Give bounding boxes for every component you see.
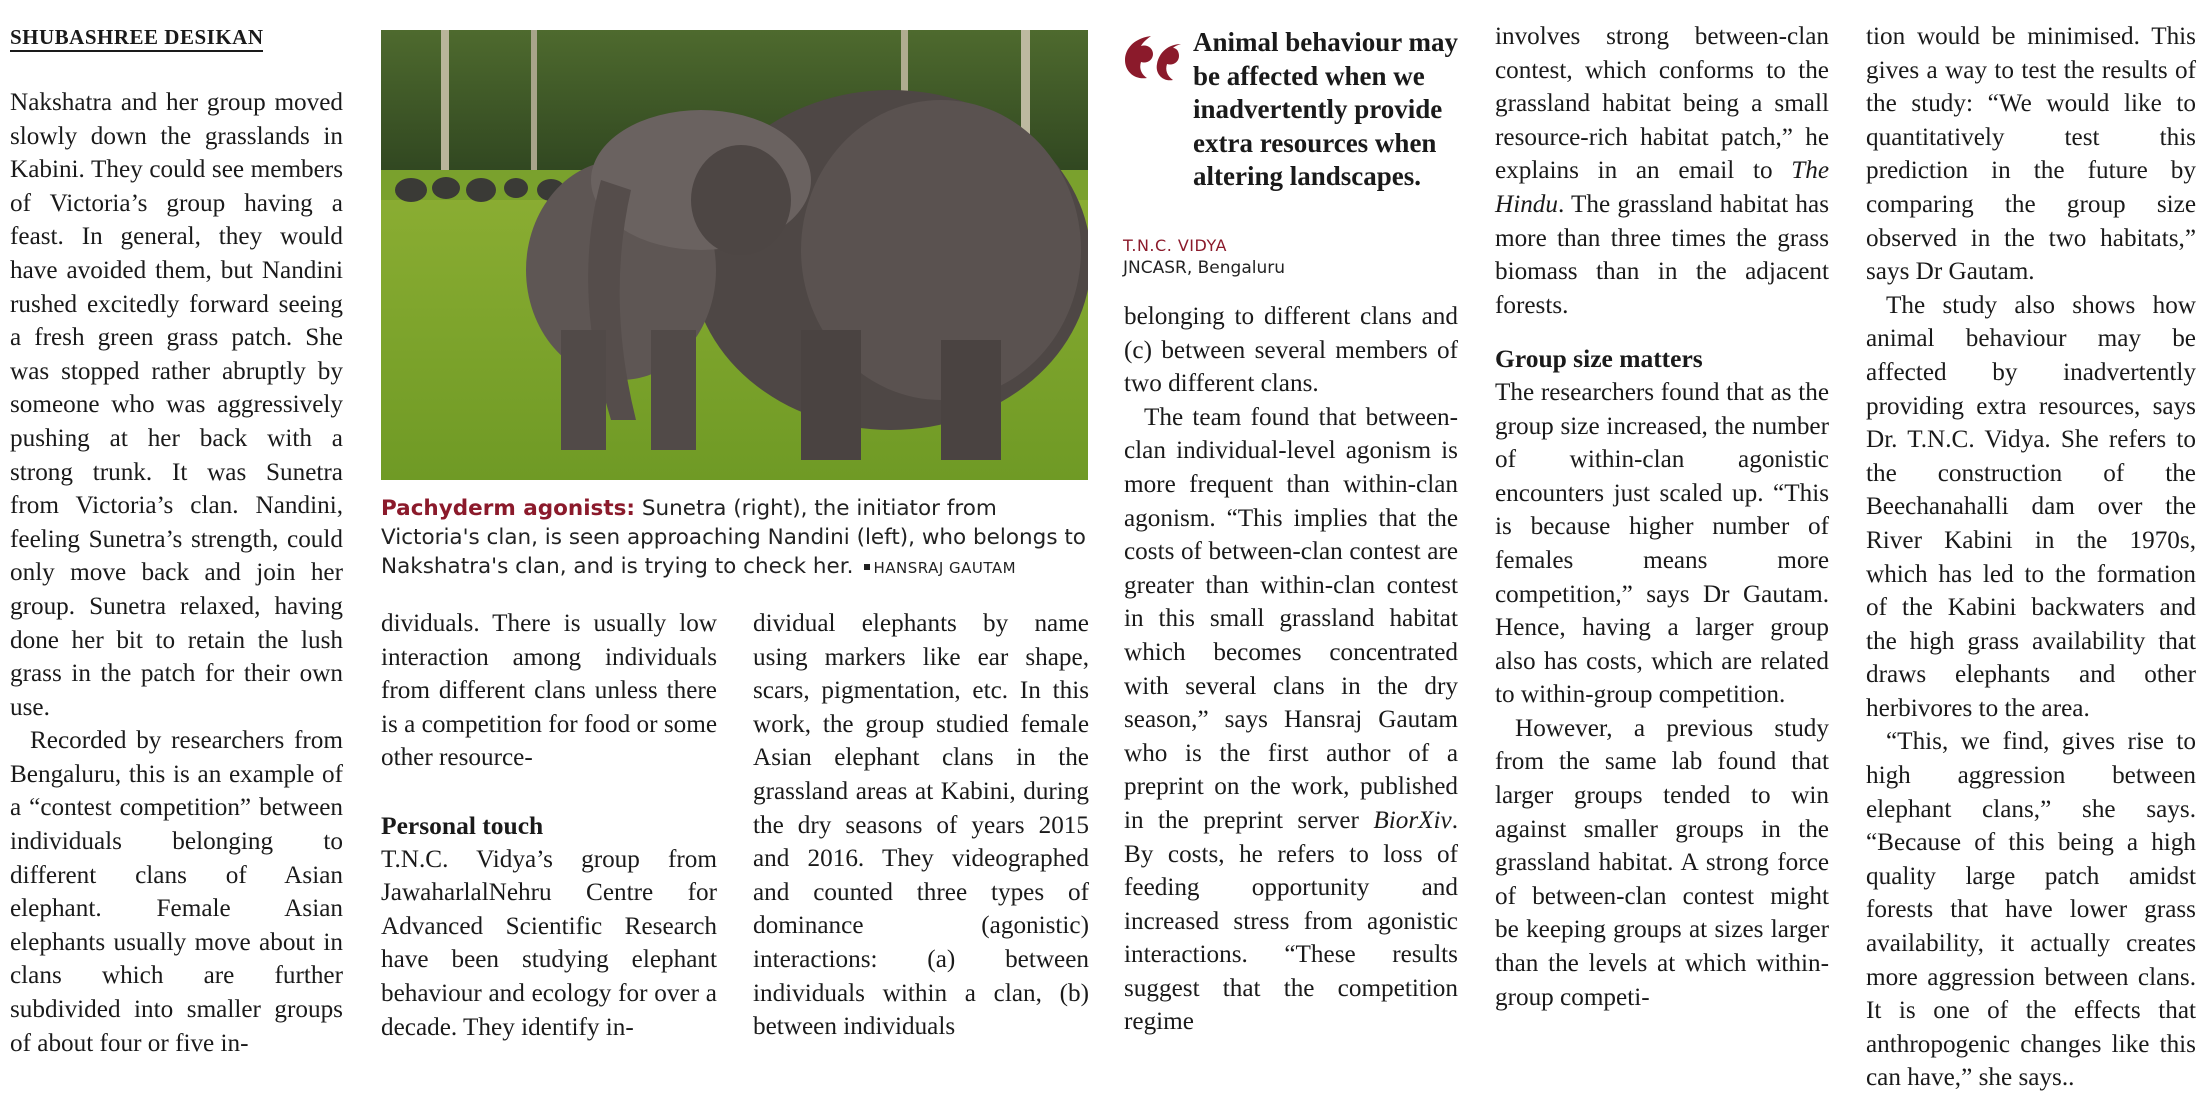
paragraph-text: The team found that between-clan individual-level agonism is more frequent than within-clan agonism. “This implies that the costs of between-clan contest are greater than within-clan contest in this small grassland habitat which becomes concentrated with several clans in the dry season,” says Hansraj Gautam who is the first author of a preprint on the work, published in the preprint server: [1124, 403, 1458, 834]
elephant-photo: [381, 30, 1088, 480]
article-column-5: [1495, 20, 1829, 1014]
paragraph: The researchers found that as the group size increased, the number of within-clan agonistic encounters just scaled up. “This is because higher number of females means more competition,” says Dr Gautam. Hence, having a larger group also has costs, which are related to within-group competition.: [1495, 378, 1829, 709]
pull-quote-affiliation: JNCASR, Bengaluru: [1123, 258, 1286, 278]
paragraph: Nakshatra and her group moved slowly down the grasslands in Kabini. They could see members of Victoria’s group having a feast. In general, they would have avoided them, but Nandini rushed excitedly forward seeing a fresh green grass patch. She was stopped rather abruptly by someone who was aggressively pushing at her back with a strong trunk. It was Sunetra from Victoria’s clan. Nandini, feeling Sunetra’s strength, could only move back and join her group. Sunetra relaxed, having done her bit to retain the lush grass in the patch for their own use.: [10, 89, 343, 721]
article-column-3: [753, 607, 1089, 1044]
journal-name: BiorXiv: [1373, 806, 1452, 834]
article-column-2: [381, 607, 717, 1044]
caption-text: Sunetra (right), the initiator from Victoria's clan, is seen approaching Nandini (left), who belongs to Nakshatra's clan, and is trying to check her.: [381, 496, 1086, 579]
paragraph: Recorded by researchers from Bengaluru, this is an example of a “contest competition” between individuals belonging to different clans of Asian elephant. Female Asian elephants usually move about in clans which are further subdivided into smaller groups of about four or five in-: [10, 727, 343, 1057]
photo-credit: HANSRAJ GAUTAM: [873, 559, 1017, 577]
article-column-6: [1866, 20, 2196, 1095]
paragraph-text: involves strong between-clan contest, which conforms to the grassland habitat being a small resource-rich habitat patch,” he explains in an email to: [1495, 23, 1829, 185]
paragraph: dividuals. There is usually low interaction among individuals from different clans unless there is a competition for food or some other resource-: [381, 610, 717, 772]
subheading-personal-touch: Personal touch: [381, 810, 544, 840]
paragraph: T.N.C. Vidya’s group from JawaharlalNehru Centre for Advanced Scientific Research have been studying elephant behaviour and ecology for over a decade. They identify in-: [381, 845, 717, 1041]
pull-quote-text: Animal behaviour may be affected when we inadvertently provide extra resources when altering landscapes.: [1193, 27, 1459, 192]
paragraph: [1495, 20, 1829, 322]
article-column-4: [1124, 300, 1458, 1039]
paragraph: belonging to different clans and (c) between several members of two different clans.: [1124, 303, 1458, 398]
pull-quote-name: T.N.C. VIDYA: [1123, 236, 1227, 255]
paragraph-text: . The grassland habitat has more than three times the grass biomass than in the adjacent forests.: [1495, 190, 1829, 319]
paragraph: tion would be minimised. This gives a way to test the results of the study: “We would like to quantitatively test this prediction in the future by comparing the group size observed in the two habitats,” says Dr Gautam.: [1866, 23, 2196, 286]
paragraph-text: . By costs, he refers to loss of feeding opportunity and increased stress from agonistic interactions. “These results suggest that the competition regime: [1124, 806, 1458, 1036]
paragraph: However, a previous study from the same lab found that larger groups tended to win against smaller groups in the grassland habitat. A strong force of between-clan contest might be keeping groups at sizes larger than the levels at which within-group competi-: [1495, 714, 1829, 1011]
photo-caption: [381, 494, 1101, 583]
quote-mark-icon: [1123, 30, 1183, 82]
paragraph: [1124, 401, 1458, 1039]
paragraph: The study also shows how animal behaviour may be affected by inadvertently providing extra resources, says Dr. T.N.C. Vidya. She refers to the construction of the Beechanahalli dam over the River Kabini in the 1970s, which has led to the formation of the Kabini backwaters and the high grass availability that draws elephants and other herbivores to the area.: [1866, 291, 2196, 722]
caption-lead: Pachyderm agonists:: [381, 496, 636, 521]
byline: SHUBASHREE DESIKAN: [10, 24, 263, 52]
paragraph: dividual elephants by name using markers like ear shape, scars, pigmentation, etc. In this work, the group studied female Asian elephant clans in the grassland areas at Kabini, during the dry seasons of years 2015 and 2016. They videographed and counted three types of dominance (agonistic) interactions: (a) between individuals within a clan, (b) between individuals: [753, 610, 1089, 1041]
article-column-1: [10, 86, 343, 1060]
newspaper-name: The Hindu: [1495, 157, 1829, 218]
subheading-group-size: Group size matters: [1495, 344, 1703, 374]
paragraph: “This, we find, gives rise to high aggression between elephant clans,” she says. “Because of this being a high quality large patch amidst forests that have lower grass availability, it actually creates more aggression between clans. It is one of the effects that anthropogenic changes like this can have,” she says..: [1866, 728, 2196, 1092]
square-bullet-icon: [864, 564, 870, 570]
